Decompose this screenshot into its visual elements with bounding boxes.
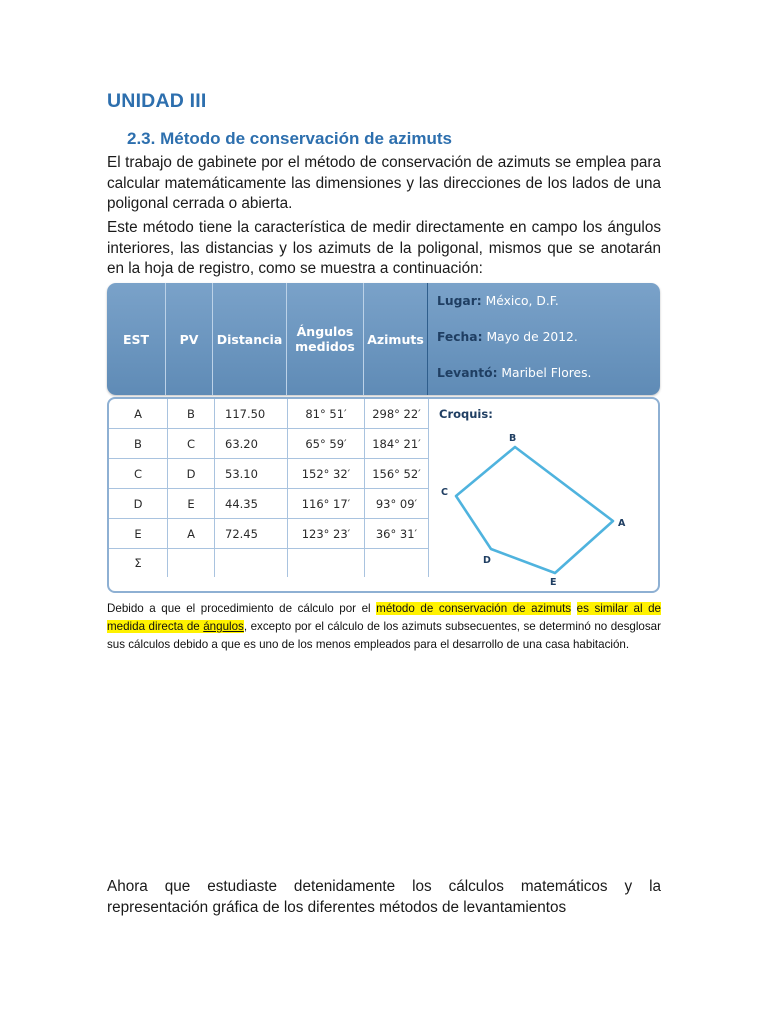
table-row [109, 519, 429, 549]
note-text-1: Debido a que el procedimiento de cálculo por el [107, 602, 377, 615]
header-pv: PV [166, 283, 213, 395]
meta-fecha [437, 330, 578, 344]
meta-levanto [437, 366, 591, 380]
meta-levanto-value: Maribel Flores. [501, 366, 592, 380]
note-highlight-similar: es similar al de medida directa de [107, 602, 661, 633]
table-cell-azimut: 93° 09′ [365, 489, 429, 519]
table-cell-distancia: 53.10 [215, 459, 288, 489]
meta-lugar-label: Lugar: [437, 294, 482, 308]
header-est: EST [107, 283, 166, 395]
note-text-2 [571, 602, 577, 615]
table-cell-pv: B [168, 399, 215, 429]
table-cell-angulo: 116° 17′ [288, 489, 365, 519]
croquis-label: Croquis: [439, 407, 493, 421]
table-cell-pv: C [168, 429, 215, 459]
table-cell-est: D [109, 489, 168, 519]
table-row [109, 459, 429, 489]
section-title: 2.3. Método de conservación de azimuts [127, 129, 452, 148]
meta-fecha-label: Fecha: [437, 330, 483, 344]
table-cell-est: Σ [109, 549, 168, 578]
header-angulos [287, 283, 364, 395]
table-cell-angulo: 152° 32′ [288, 459, 365, 489]
table-cell-pv: A [168, 519, 215, 549]
header-distancia: Distancia [213, 283, 287, 395]
table-cell-azimut [365, 549, 429, 578]
table-cell-distancia: 72.45 [215, 519, 288, 549]
survey-table [109, 399, 429, 577]
closing-paragraph: Ahora que estudiaste detenidamente los cálculos matemáticos y la representación gráfica de los diferentes métodos de levantamientos [107, 878, 661, 916]
note-text-3: , excepto por el cálculo de los azimuts subsecuentes, se determinó no desglosar sus cálculos debido a que es uno de los menos empleados para el desarrollo de una casa habitación. [107, 619, 661, 651]
table-cell-azimut: 184° 21′ [365, 429, 429, 459]
meta-levanto-label: Levantó: [437, 366, 498, 380]
table-row [109, 489, 429, 519]
table-cell-est: C [109, 459, 168, 489]
table-row [109, 429, 429, 459]
calculation-note [107, 600, 661, 653]
meta-lugar-value: México, D.F. [485, 294, 559, 308]
table-cell-est: E [109, 519, 168, 549]
polygon-outline [456, 447, 613, 573]
registration-sheet [107, 283, 660, 592]
note-highlight-angulos: ángulos [203, 619, 244, 633]
vertex-label-a: A [618, 518, 626, 529]
header-angulos-line2: medidos [295, 339, 355, 354]
intro-paragraph: El trabajo de gabinete por el método de conservación de azimuts se emplea para calcular matemáticamente las dimensiones y las direcciones de los lados de una poligonal cerrada o abierta. [107, 154, 661, 212]
method-paragraph: Este método tiene la característica de medir directamente en campo los ángulos interiores, las distancias y los azimuts de la poligonal, mismos que se anotarán en la hoja de registro, como se muestra a continuación: [107, 219, 661, 277]
table-cell-distancia: 63.20 [215, 429, 288, 459]
table-row [109, 549, 429, 578]
header-angulos-line1: Ángulos [296, 324, 354, 339]
vertex-label-b: B [509, 433, 517, 444]
meta-fecha-value: Mayo de 2012. [486, 330, 578, 344]
table-cell-pv: D [168, 459, 215, 489]
table-cell-azimut: 156° 52′ [365, 459, 429, 489]
header-azimuts: Azimuts [364, 283, 428, 395]
unit-title: UNIDAD III [107, 90, 207, 112]
table-cell-angulo [288, 549, 365, 578]
vertex-label-e: E [550, 577, 557, 588]
table-cell-angulo: 123° 23′ [288, 519, 365, 549]
table-cell-pv [168, 549, 215, 578]
table-cell-azimut: 298° 22′ [365, 399, 429, 429]
croquis-sketch [430, 399, 658, 591]
table-cell-angulo: 65° 59′ [288, 429, 365, 459]
registration-sheet-header [107, 283, 660, 395]
note-highlight-method: método de conservación de azimuts [376, 602, 572, 615]
registration-sheet-body [107, 397, 660, 593]
table-cell-distancia [215, 549, 288, 578]
table-cell-est: A [109, 399, 168, 429]
table-cell-azimut: 36° 31′ [365, 519, 429, 549]
table-cell-distancia: 44.35 [215, 489, 288, 519]
meta-lugar [437, 294, 559, 308]
vertex-label-d: D [483, 555, 491, 566]
table-row [109, 399, 429, 429]
table-cell-est: B [109, 429, 168, 459]
vertex-label-c: C [441, 487, 448, 498]
table-cell-angulo: 81° 51′ [288, 399, 365, 429]
table-cell-distancia: 117.50 [215, 399, 288, 429]
table-cell-pv: E [168, 489, 215, 519]
